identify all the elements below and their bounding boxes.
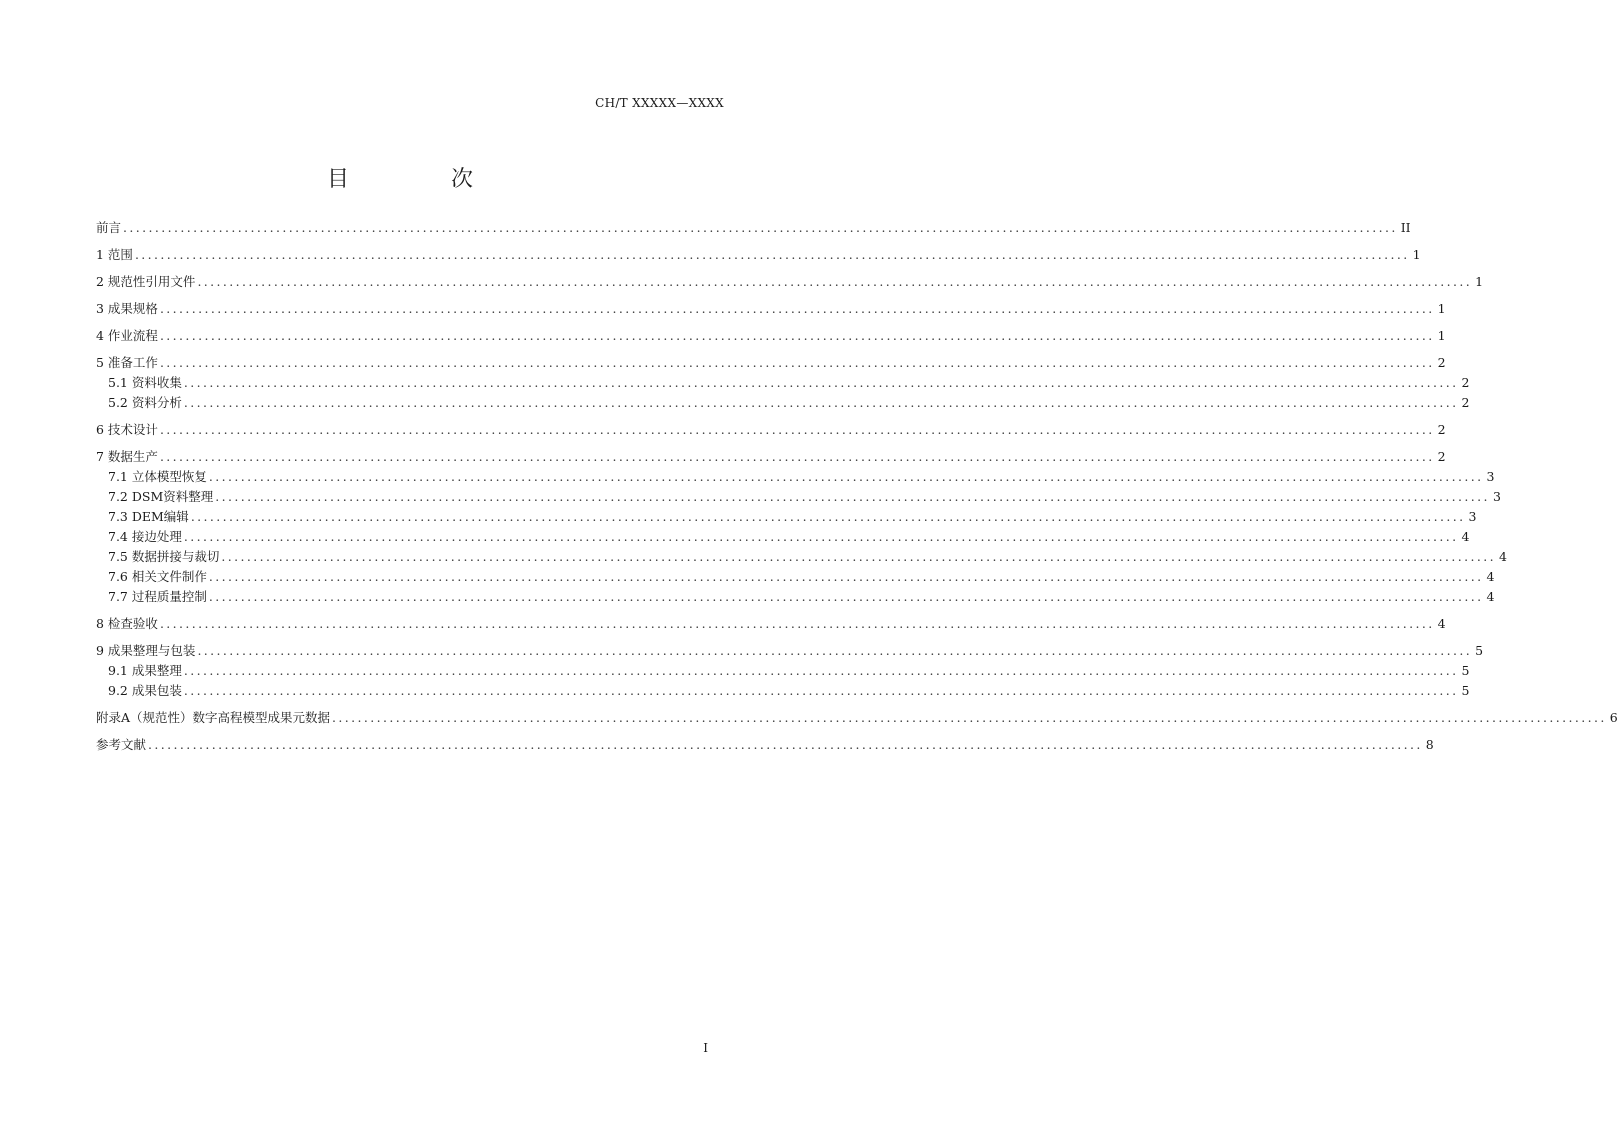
- toc-entry-label: 7.5 数据拼接与裁切: [108, 549, 220, 564]
- toc-entry-page: 3: [1492, 489, 1501, 504]
- toc-entry[interactable]: [96, 735, 1434, 755]
- toc-entry-page: 1: [1437, 301, 1446, 316]
- dot-leader: ........................................................................................................................................................................................................: [159, 328, 1435, 343]
- toc-entry-label: 7.2 DSM资料整理: [108, 489, 214, 504]
- toc-subentry[interactable]: [96, 681, 1470, 701]
- toc-entry-page: 4: [1437, 616, 1446, 631]
- toc-entry-page: 3: [1486, 469, 1495, 484]
- toc-entry-label: 参考文献: [96, 737, 147, 752]
- toc-subentry[interactable]: [96, 467, 1495, 487]
- dot-leader: ........................................................................................................................................................................................................: [159, 355, 1435, 370]
- toc-entry[interactable]: [96, 245, 1421, 265]
- dot-leader: ........................................................................................................................................................................................................: [183, 395, 1459, 410]
- dot-leader: ........................................................................................................................................................................................................: [208, 589, 1484, 604]
- toc-entry-label: 7.1 立体模型恢复: [108, 469, 207, 484]
- toc-entry-page: 5: [1461, 663, 1470, 678]
- toc-entry-page: 2: [1437, 422, 1446, 437]
- toc-entry-label: 1 范围: [96, 247, 133, 262]
- toc-entry-label: 7.4 接边处理: [108, 529, 182, 544]
- toc-entry-label: 7.7 过程质量控制: [108, 589, 207, 604]
- toc-entry-label: 前言: [96, 220, 122, 235]
- toc-entry[interactable]: [96, 299, 1446, 319]
- toc-entry-page: 3: [1468, 509, 1477, 524]
- toc-entry-page: 1: [1437, 328, 1446, 343]
- toc-entry-page: 4: [1499, 549, 1507, 564]
- toc-subentry[interactable]: [96, 587, 1495, 607]
- toc-entry[interactable]: [96, 218, 1411, 238]
- toc-entry-label: 2 规范性引用文件: [96, 274, 196, 289]
- dot-leader: ........................................................................................................................................................................................................: [159, 449, 1435, 464]
- toc-entry[interactable]: [96, 272, 1484, 292]
- dot-leader: ........................................................................................................................................................................................................: [134, 247, 1410, 262]
- toc-entry-label: 5.1 资料收集: [108, 375, 182, 390]
- dot-leader: ........................................................................................................................................................................................................: [197, 643, 1473, 658]
- toc-entry-label: 6 技术设计: [96, 422, 158, 437]
- toc-entry-page: 2: [1437, 449, 1446, 464]
- toc-subentry[interactable]: [96, 507, 1477, 527]
- toc-entry-page: 1: [1475, 274, 1484, 289]
- dot-leader: ........................................................................................................................................................................................................: [208, 569, 1484, 584]
- dot-leader: ........................................................................................................................................................................................................: [215, 489, 1490, 504]
- toc-entry-label: 7.6 相关文件制作: [108, 569, 207, 584]
- dot-leader: ........................................................................................................................................................................................................: [190, 509, 1466, 524]
- dot-leader: ........................................................................................................................................................................................................: [183, 375, 1459, 390]
- dot-leader: ........................................................................................................................................................................................................: [221, 549, 1497, 564]
- toc-subentry[interactable]: [96, 567, 1495, 587]
- toc-entry-label: 5.2 资料分析: [108, 395, 182, 410]
- toc-entry[interactable]: [96, 708, 1618, 728]
- dot-leader: ........................................................................................................................................................................................................: [332, 710, 1607, 725]
- dot-leader: ........................................................................................................................................................................................................: [159, 422, 1435, 437]
- toc-entry-page: 5: [1475, 643, 1484, 658]
- toc-entry-page: 6: [1609, 710, 1618, 725]
- standard-code: CH/T XXXXX—XXXX: [595, 96, 724, 110]
- toc-entry[interactable]: [96, 420, 1446, 440]
- dot-leader: ........................................................................................................................................................................................................: [197, 274, 1473, 289]
- dot-leader: ........................................................................................................................................................................................................: [183, 529, 1459, 544]
- toc-entry-label: 4 作业流程: [96, 328, 158, 343]
- toc-entry-page: II: [1400, 220, 1411, 235]
- page-number: I: [703, 1041, 708, 1055]
- table-of-contents: [96, 218, 1618, 755]
- toc-entry-label: 7.3 DEM编辑: [108, 509, 189, 524]
- toc-entry-label: 5 准备工作: [96, 355, 158, 370]
- toc-subentry[interactable]: [96, 393, 1470, 413]
- toc-subentry[interactable]: [96, 373, 1470, 393]
- page-title: 目 次: [326, 167, 513, 192]
- toc-entry[interactable]: [96, 641, 1484, 661]
- dot-leader: ........................................................................................................................................................................................................: [208, 469, 1484, 484]
- toc-entry-label: 3 成果规格: [96, 301, 158, 316]
- toc-entry-page: 5: [1461, 683, 1470, 698]
- toc-entry-label: 9.2 成果包装: [108, 683, 182, 698]
- dot-leader: ........................................................................................................................................................................................................: [159, 301, 1435, 316]
- toc-entry-page: 2: [1461, 395, 1470, 410]
- toc-entry-label: 7 数据生产: [96, 449, 158, 464]
- toc-entry-page: 2: [1437, 355, 1446, 370]
- toc-entry-label: 9.1 成果整理: [108, 663, 182, 678]
- toc-entry[interactable]: [96, 614, 1446, 634]
- toc-entry-label: 附录A（规范性）数字高程模型成果元数据: [96, 710, 331, 725]
- dot-leader: ........................................................................................................................................................................................................: [123, 220, 1398, 235]
- toc-subentry[interactable]: [96, 547, 1507, 567]
- toc-entry-page: 4: [1486, 589, 1495, 604]
- toc-entry-page: 8: [1425, 737, 1434, 752]
- dot-leader: ........................................................................................................................................................................................................: [148, 737, 1423, 752]
- dot-leader: ........................................................................................................................................................................................................: [183, 663, 1459, 678]
- toc-entry-page: 1: [1412, 247, 1421, 262]
- toc-entry-page: 4: [1461, 529, 1470, 544]
- toc-entry-label: 8 检查验收: [96, 616, 158, 631]
- toc-entry[interactable]: [96, 447, 1446, 467]
- toc-entry-label: 9 成果整理与包装: [96, 643, 196, 658]
- toc-subentry[interactable]: [96, 487, 1501, 507]
- toc-entry[interactable]: [96, 353, 1446, 373]
- toc-entry[interactable]: [96, 326, 1446, 346]
- toc-entry-page: 4: [1486, 569, 1495, 584]
- toc-entry-page: 2: [1461, 375, 1470, 390]
- toc-subentry[interactable]: [96, 661, 1470, 681]
- toc-subentry[interactable]: [96, 527, 1470, 547]
- dot-leader: ........................................................................................................................................................................................................: [159, 616, 1435, 631]
- dot-leader: ........................................................................................................................................................................................................: [183, 683, 1459, 698]
